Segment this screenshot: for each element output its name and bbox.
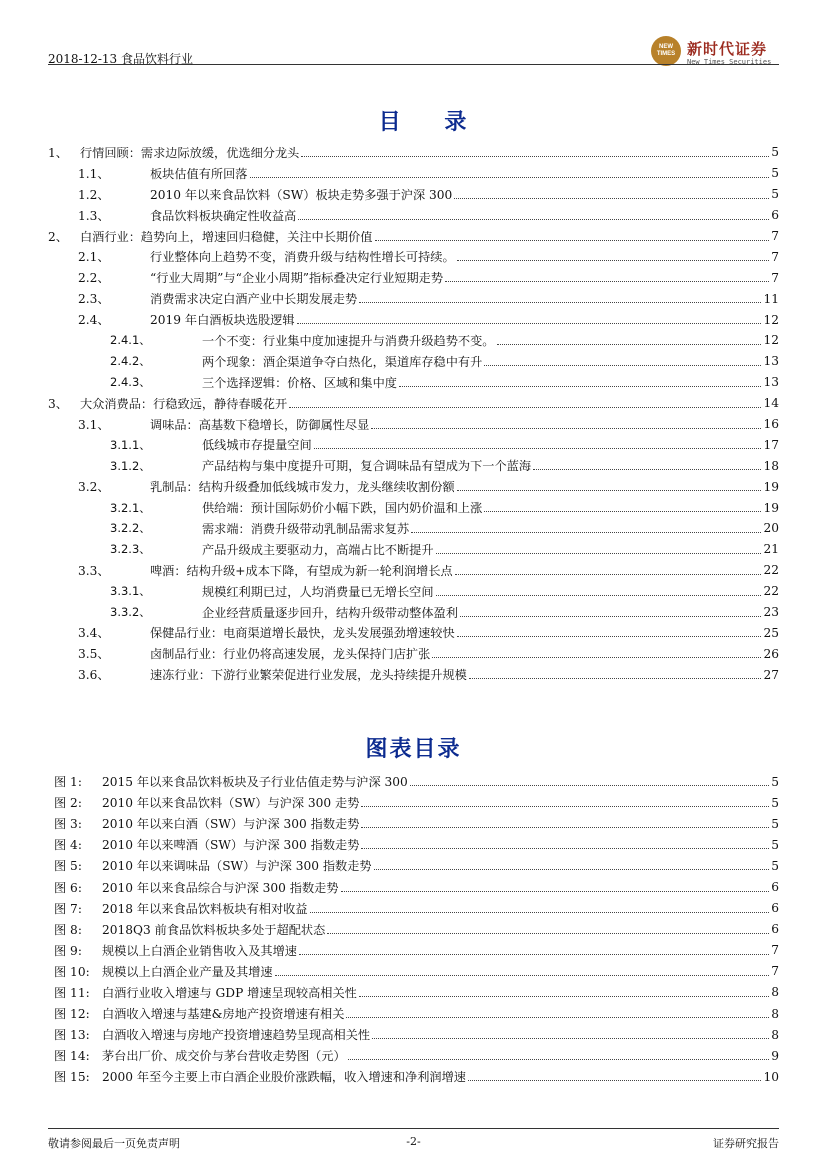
entry-number: 图 4:: [54, 838, 82, 853]
toc-entry[interactable]: [48, 414, 779, 435]
toc-entry[interactable]: [48, 539, 779, 560]
dot-leader: [298, 219, 769, 220]
entry-page: 8: [771, 985, 779, 1000]
entry-number: 图 14:: [54, 1049, 90, 1064]
entry-number: 图 11:: [54, 985, 90, 1000]
entry-title: 产品升级成主要驱动力，高端占比不断提升: [202, 542, 434, 557]
entry-title: 2010 年以来食品综合与沪深 300 指数走势: [102, 880, 339, 895]
dot-leader: [432, 657, 761, 658]
entry-number: 1.3、: [78, 208, 110, 223]
entry-number: 图 15:: [54, 1070, 90, 1085]
entry-page: 8: [771, 1027, 779, 1042]
entry-number: 1、: [48, 145, 68, 160]
toc-entry[interactable]: [48, 393, 779, 414]
entry-page: 5: [771, 795, 779, 810]
entry-title: 2010 年以来食品饮料（SW）板块走势多强于沪深 300: [150, 187, 453, 202]
figure-entry[interactable]: [48, 771, 779, 792]
dot-leader: [361, 848, 769, 849]
entry-page: 7: [771, 964, 779, 979]
entry-page: 6: [771, 901, 779, 916]
dot-leader: [457, 636, 762, 637]
dot-leader: [445, 281, 769, 282]
figure-entry[interactable]: [48, 982, 779, 1003]
entry-page: 5: [771, 858, 779, 873]
entry-number: 2.4.1、: [110, 333, 151, 348]
entry-page: 20: [763, 521, 779, 536]
figure-entry[interactable]: [48, 813, 779, 834]
dot-leader: [361, 827, 769, 828]
entry-title: 2000 年至今主要上市白酒企业股价涨跌幅，收入增速和净利润增速: [102, 1070, 466, 1085]
entry-page: 7: [771, 270, 779, 285]
entry-title: 行业整体向上趋势不变，消费升级与结构性增长可持续。: [150, 250, 455, 265]
entry-number: 3.2.3、: [110, 542, 151, 557]
toc-entry[interactable]: [48, 518, 779, 539]
entry-page: 5: [771, 187, 779, 202]
entry-title: 2018 年以来食品饮料板块有相对收益: [102, 901, 308, 916]
dot-leader: [301, 156, 769, 157]
entry-number: 3.2、: [78, 480, 110, 495]
entry-number: 2.4、: [78, 313, 110, 328]
dot-leader: [310, 912, 770, 913]
figure-entry[interactable]: [48, 792, 779, 813]
logo-english-name: New Times Securities: [687, 58, 772, 66]
entry-number: 3.1.1、: [110, 437, 151, 452]
toc-entry[interactable]: [48, 560, 779, 581]
toc-entry[interactable]: [48, 372, 779, 393]
dot-leader: [436, 595, 762, 596]
entry-page: 13: [763, 375, 779, 390]
entry-page: 19: [763, 479, 779, 494]
entry-page: 27: [763, 667, 779, 682]
entry-page: 5: [771, 166, 779, 181]
figure-entry[interactable]: [48, 940, 779, 961]
entry-page: 21: [763, 542, 779, 557]
entry-page: 26: [763, 646, 779, 661]
entry-number: 3.1、: [78, 417, 110, 432]
toc-entry[interactable]: [48, 267, 779, 288]
figure-list: [48, 771, 779, 1087]
toc-entry[interactable]: [48, 330, 779, 351]
dot-leader: [371, 428, 761, 429]
entry-page: 5: [771, 774, 779, 789]
entry-page: 13: [763, 354, 779, 369]
entry-number: 图 12:: [54, 1007, 90, 1022]
entry-title: 2018Q3 前食品饮料板块多处于超配状态: [102, 922, 326, 937]
dot-leader: [457, 260, 770, 261]
toc-entry[interactable]: [48, 434, 779, 455]
toc-entry[interactable]: [48, 163, 779, 184]
dot-leader: [533, 469, 761, 470]
entry-number: 2.2、: [78, 271, 110, 286]
entry-number: 3、: [48, 396, 68, 411]
dot-leader: [348, 1059, 769, 1060]
entry-title: 啤酒：结构升级+成本下降，有望成为新一轮利润增长点: [150, 563, 453, 578]
toc-entry[interactable]: [48, 497, 779, 518]
entry-title: 2019 年白酒板块选股逻辑: [150, 313, 295, 328]
dot-leader: [484, 511, 761, 512]
figures-title: 图表目录: [365, 737, 462, 762]
entry-title: 乳制品：结构升级叠加低线城市发力，龙头继续收割份额: [150, 480, 455, 495]
entry-page: 22: [763, 563, 779, 578]
dot-leader: [399, 386, 761, 387]
entry-page: 11: [763, 291, 779, 306]
entry-page: 7: [771, 943, 779, 958]
figure-entry[interactable]: [48, 961, 779, 982]
entry-page: 16: [763, 417, 779, 432]
toc-entry[interactable]: [48, 142, 779, 163]
toc-entry[interactable]: [48, 205, 779, 226]
entry-title: 行情回顾：需求边际放缓，优选细分龙头: [80, 145, 300, 160]
entry-title: 供给端：预计国际奶价小幅下跌，国内奶价温和上涨: [202, 501, 483, 516]
figure-entry[interactable]: [48, 876, 779, 897]
entry-page: 5: [771, 145, 779, 160]
dot-leader: [275, 975, 770, 976]
company-logo: [651, 34, 779, 74]
entry-title: 企业经营质量逐步回升，结构升级带动整体盈利: [202, 605, 458, 620]
dot-leader: [457, 490, 762, 491]
entry-page: 22: [763, 584, 779, 599]
entry-number: 3.2.2、: [110, 521, 151, 536]
entry-page: 6: [771, 922, 779, 937]
toc-entry[interactable]: [48, 581, 779, 602]
entry-number: 3.4、: [78, 626, 110, 641]
dot-leader: [299, 954, 769, 955]
entry-title: 低线城市存提量空间: [202, 438, 312, 453]
toc-entry[interactable]: [48, 622, 779, 643]
dot-leader: [469, 678, 762, 679]
entry-number: 3.2.1、: [110, 500, 151, 515]
figure-entry[interactable]: [48, 1045, 779, 1066]
header-divider: [48, 64, 779, 65]
entry-number: 3.6、: [78, 668, 110, 683]
toc-entry[interactable]: [48, 288, 779, 309]
entry-number: 2、: [48, 229, 68, 244]
entry-number: 图 9:: [54, 943, 82, 958]
entry-number: 图 5:: [54, 859, 82, 874]
entry-title: 大众消费品：行稳致远，静待春暖花开: [80, 396, 288, 411]
page-number: -2-: [406, 1135, 421, 1148]
dot-leader: [497, 344, 762, 345]
dot-leader: [250, 177, 770, 178]
footer-divider: [48, 1128, 779, 1129]
entry-number: 2.1、: [78, 250, 110, 265]
dot-leader: [341, 891, 770, 892]
entry-number: 图 8:: [54, 922, 82, 937]
entry-title: 白酒行业：趋势向上，增速回归稳健，关注中长期价值: [80, 229, 373, 244]
entry-title: 白酒收入增速与基建&房地产投资增速有相关: [102, 1007, 345, 1022]
entry-page: 18: [763, 458, 779, 473]
entry-title: 两个现象：酒企渠道争夺白热化，渠道库存稳中有升: [202, 354, 483, 369]
entry-page: 6: [771, 208, 779, 223]
dot-leader: [375, 240, 770, 241]
entry-number: 图 10:: [54, 964, 90, 979]
logo-chinese-name: 新时代证券: [687, 40, 768, 58]
dot-leader: [484, 365, 761, 366]
entry-page: 6: [771, 880, 779, 895]
entry-title: 产品结构与集中度提升可期，复合调味品有望成为下一个蓝海: [202, 459, 532, 474]
entry-title: 卤制品行业：行业仍将高速发展，龙头保持门店扩张: [150, 647, 431, 662]
entry-number: 1.1、: [78, 166, 110, 181]
entry-page: 17: [763, 437, 779, 452]
entry-title: 速冻行业：下游行业繁荣促进行业发展，龙头持续提升规模: [150, 668, 467, 683]
dot-leader: [372, 1038, 769, 1039]
toc-entry[interactable]: [48, 664, 779, 685]
entry-page: 5: [771, 816, 779, 831]
entry-page: 7: [771, 249, 779, 264]
toc-entry[interactable]: [48, 602, 779, 623]
entry-title: 规模红利期已过，人均消费量已无增长空间: [202, 584, 434, 599]
logo-seal-icon: NEW TIMES: [651, 36, 681, 66]
entry-number: 图 1:: [54, 775, 82, 790]
entry-title: 规模以上白酒企业销售收入及其增速: [102, 943, 297, 958]
dot-leader: [468, 1080, 762, 1081]
figure-entry[interactable]: [48, 898, 779, 919]
entry-page: 8: [771, 1006, 779, 1021]
dot-leader: [314, 448, 762, 449]
figure-entry[interactable]: [48, 919, 779, 940]
entry-page: 19: [763, 500, 779, 515]
figure-entry[interactable]: [48, 834, 779, 855]
figure-entry[interactable]: [48, 1066, 779, 1087]
dot-leader: [455, 574, 762, 575]
entry-page: 5: [771, 837, 779, 852]
toc-entry[interactable]: [48, 643, 779, 664]
report-type: 证券研究报告: [713, 1137, 779, 1150]
entry-page: 23: [763, 605, 779, 620]
toc-title: 目 录: [378, 110, 485, 135]
entry-page: 14: [763, 396, 779, 411]
entry-title: 调味品：高基数下稳增长，防御属性尽显: [150, 417, 370, 432]
entry-number: 3.3.1、: [110, 584, 151, 599]
page-header: [48, 42, 779, 72]
entry-page: 12: [763, 333, 779, 348]
entry-number: 2.3、: [78, 292, 110, 307]
entry-number: 图 7:: [54, 901, 82, 916]
entry-number: 2.4.2、: [110, 354, 151, 369]
toc-entry[interactable]: [48, 351, 779, 372]
dot-leader: [327, 933, 769, 934]
entry-title: 需求端：消费升级带动乳制品需求复苏: [202, 521, 410, 536]
entry-number: 图 3:: [54, 817, 82, 832]
entry-title: 2010 年以来调味品（SW）与沪深 300 指数走势: [102, 859, 372, 874]
toc-entry[interactable]: [48, 184, 779, 205]
entry-number: 图 2:: [54, 796, 82, 811]
entry-title: 2015 年以来食品饮料板块及子行业估值走势与沪深 300: [102, 775, 408, 790]
report-date-industry: 2018-12-13 食品饮料行业: [48, 52, 194, 66]
entry-number: 1.2、: [78, 187, 110, 202]
dot-leader: [454, 198, 769, 199]
entry-title: “行业大周期”与“企业小周期”指标叠决定行业短期走势: [150, 271, 444, 286]
entry-number: 2.4.3、: [110, 375, 151, 390]
disclaimer-note: 敬请参阅最后一页免责声明: [48, 1137, 180, 1150]
entry-page: 7: [771, 229, 779, 243]
dot-leader: [359, 996, 769, 997]
entry-number: 3.1.2、: [110, 458, 151, 473]
entry-page: 10: [763, 1069, 779, 1084]
entry-title: 白酒行业收入增速与 GDP 增速呈现较高相关性: [102, 985, 357, 1000]
dot-leader: [359, 302, 761, 303]
dot-leader: [436, 553, 762, 554]
entry-page: 25: [763, 625, 779, 640]
dot-leader: [346, 1017, 769, 1018]
entry-number: 3.5、: [78, 647, 110, 662]
entry-title: 白酒收入增速与房地产投资增速趋势呈现高相关性: [102, 1028, 371, 1043]
toc-entry[interactable]: [48, 476, 779, 497]
entry-title: 三个选择逻辑：价格、区域和集中度: [202, 375, 397, 390]
dot-leader: [361, 806, 769, 807]
toc-entry[interactable]: [48, 226, 779, 247]
dot-leader: [460, 616, 762, 617]
figure-entry[interactable]: [48, 1003, 779, 1024]
entry-title: 食品饮料板块确定性收益高: [150, 208, 297, 223]
entry-title: 一个不变：行业集中度加速提升与消费升级趋势不变。: [202, 333, 495, 348]
entry-title: 保健品行业：电商渠道增长最快，龙头发展强劲增速较快: [150, 626, 455, 641]
entry-number: 图 6:: [54, 880, 82, 895]
dot-leader: [411, 532, 761, 533]
entry-title: 消费需求决定白酒产业中长期发展走势: [150, 292, 358, 307]
entry-title: 2010 年以来食品饮料（SW）与沪深 300 走势: [102, 796, 360, 811]
dot-leader: [410, 785, 769, 786]
figure-entry[interactable]: [48, 855, 779, 876]
entry-title: 板块估值有所回落: [150, 166, 248, 181]
entry-page: 9: [771, 1048, 779, 1063]
entry-title: 2010 年以来啤酒（SW）与沪深 300 指数走势: [102, 838, 360, 853]
entry-number: 图 13:: [54, 1028, 90, 1043]
dot-leader: [289, 407, 761, 408]
toc-entry[interactable]: [48, 455, 779, 476]
entry-number: 3.3.2、: [110, 605, 151, 620]
entry-title: 茅台出厂价、成交价与茅台营收走势图（元）: [102, 1049, 346, 1064]
dot-leader: [297, 323, 762, 324]
entry-title: 规模以上白酒企业产量及其增速: [102, 964, 273, 979]
table-of-contents: [48, 142, 779, 685]
entry-title: 2010 年以来白酒（SW）与沪深 300 指数走势: [102, 817, 360, 832]
toc-entry[interactable]: [48, 309, 779, 330]
toc-entry[interactable]: [48, 246, 779, 267]
entry-number: 3.3、: [78, 563, 110, 578]
figure-entry[interactable]: [48, 1024, 779, 1045]
dot-leader: [374, 869, 770, 870]
entry-page: 12: [763, 312, 779, 327]
